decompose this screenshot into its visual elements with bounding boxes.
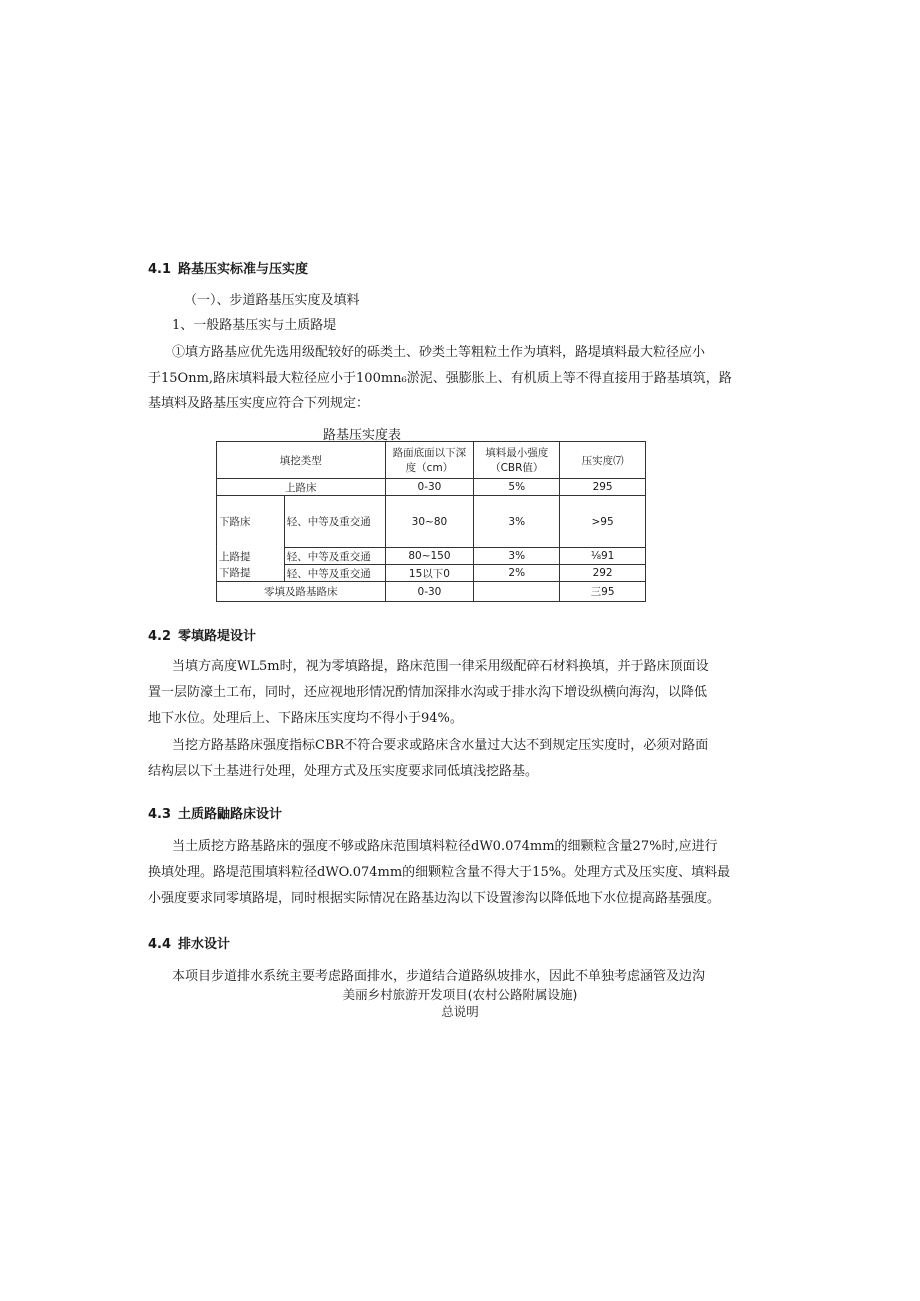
table-header-row [217,442,646,479]
paragraph-line: 于15Onm,路床填料最大粒径应小于100mn₆淤泥、强膨胀上、有机质上等不得直接用于路基填筑，路 [148,371,732,386]
row-label: 上路床 [217,479,386,496]
paragraph-line: 当挖方路基路床强度指标CBR不符合要求或路床含水量过大达不到规定压实度时，必须对路面 [172,738,709,753]
paragraph-line: 小强度要求同零填路堤，同时根据实际情况在路基边沟以下设置渗沟以降低地下水位提高路基强度。 [148,891,721,906]
cell-cbr: 3% [474,496,560,548]
table-row [217,548,646,565]
cell-cbr: 5% [474,479,560,496]
section-title: 零填路堤设计 [178,629,257,644]
section-number: 4.2 [148,629,172,644]
cell-cbr: 3% [474,548,560,565]
cell-depth: 0-30 [385,479,474,496]
paragraph-line: 置一层防濠土工布，同时，还应视地形情况酌情加深排水沟或于排水沟下增设纵横向海沟，以降低 [148,685,708,700]
row-label: 下路床 [217,496,285,548]
subsection-title: （一）、步道路基压实度及填料 [184,293,360,308]
subsection-item-title: 1、一般路基压实与土质路堤 [172,318,337,333]
paragraph-line: ①填方路基应优先选用级配较好的砾类土、砂类土等粗粒土作为填料，路堤填料最大粒径应小 [172,345,706,360]
row-label: 下路提 [217,565,285,582]
header-cbr: 填料最小强度（CBR值） [474,442,560,479]
section-heading-4-2 [148,625,256,644]
section-number: 4.4 [148,937,172,952]
paragraph-line: 结构层以下土基进行处理，处理方式及压实度要求同低填浅挖路基。 [148,764,539,779]
table-row [217,479,646,496]
paragraph-line: 换填处理。路堤范围填料粒径dWO.074mm的细颗粒含量不得大于15%。处理方式及压实度、填料最 [148,865,731,880]
table-caption: 路基压实度表 [323,428,402,443]
section-number: 4.3 [148,807,172,822]
paragraph-line: 基填料及路基压实度应符合下列规定： [148,396,370,411]
cell-traffic: 轻、中等及重交通 [284,565,385,582]
paragraph-line: 地下水位。处理后上、下路床压实度均不得小于94%。 [148,711,463,726]
section-heading-4-3 [148,803,282,822]
cell-compaction: >95 [560,496,646,548]
cell-depth: 30~80 [385,496,474,548]
header-type: 填挖类型 [217,442,386,479]
row-label: 零填及路基路床 [217,582,386,602]
table-row [217,582,646,602]
cell-compaction: ⅛91 [560,548,646,565]
compaction-table [216,441,646,602]
header-depth: 路面底面以下深度（cm） [385,442,474,479]
paragraph-line: 当填方高度WL5m时，视为零填路提，路床范围一律采用级配碎石材料换填，并于路床顶面设 [172,659,709,674]
paragraph-line: 当土质挖方路基路床的强度不够或路床范围填料粒径dW0.074mm的细颗粒含量27%时,应进行 [172,839,718,854]
header-compaction: 压实度⑺ [560,442,646,479]
cell-cbr [474,582,560,602]
footer-project-title: 美丽乡村旅游开发项目(农村公路附属设施) [342,987,578,1002]
cell-depth: 0-30 [385,582,474,602]
cell-cbr: 2% [474,565,560,582]
section-title: 路基压实标准与压实度 [178,262,309,277]
footer-document-title: 总说明 [441,1004,479,1019]
section-number: 4.1 [148,262,172,277]
paragraph-line: 本项目步道排水系统主要考虑路面排水，步道结合道路纵坡排水，因此不单独考虑涵管及边沟 [172,969,706,984]
section-heading-4-1 [148,258,308,277]
cell-depth: 15以下0 [385,565,474,582]
cell-depth: 80~150 [385,548,474,565]
row-label: 上路提 [217,548,285,565]
table-row [217,565,646,582]
cell-compaction: 三95 [560,582,646,602]
cell-compaction: 295 [560,479,646,496]
section-title: 土质路鼬路床设计 [178,807,283,822]
section-title: 排水设计 [178,937,231,952]
cell-compaction: 292 [560,565,646,582]
cell-traffic: 轻、中等及重交通 [284,496,385,548]
table-row [217,496,646,548]
cell-traffic: 轻、中等及重交通 [284,548,385,565]
section-heading-4-4 [148,933,230,952]
